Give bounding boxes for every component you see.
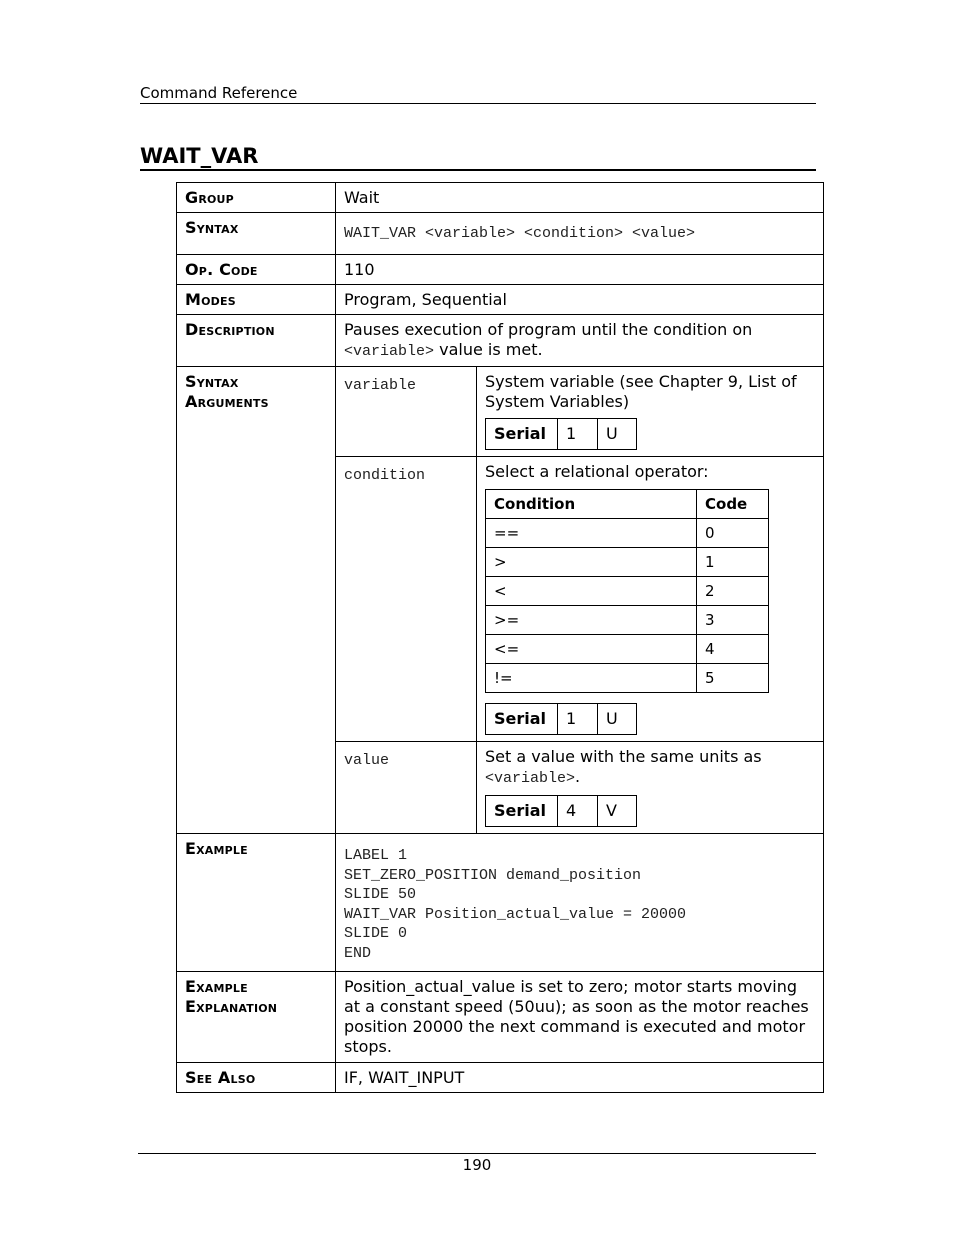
modes-value: Program, Sequential: [336, 285, 824, 315]
condition-cell: >: [486, 548, 697, 577]
syntax-value: WAIT_VAR <variable> <condition> <value>: [344, 225, 696, 242]
serial-label: Serial: [486, 419, 558, 450]
group-value: Wait: [336, 183, 824, 213]
example-explanation-label-line1: Example: [185, 977, 248, 996]
code-line: SLIDE 50: [344, 886, 417, 903]
syntax-arguments-label-line1: Syntax: [185, 372, 239, 391]
table-row: [486, 664, 769, 693]
serial-type: U: [598, 419, 637, 450]
table-row: [486, 519, 769, 548]
argument-description: Set a value with the same units as: [485, 747, 762, 766]
serial-type: V: [598, 796, 637, 827]
example-row: [177, 834, 824, 972]
example-explanation-value: Position_actual_value is set to zero; motor starts moving at a constant speed (50uu); as soon as the motor reaches position 20000 the next command is executed and motor stops.: [336, 972, 824, 1063]
description-row: [177, 315, 824, 367]
description-label: Description: [177, 315, 336, 367]
opcode-value: 110: [336, 255, 824, 285]
argument-description: System variable (see Chapter 9, List of System Variables): [485, 372, 797, 411]
condition-table: [485, 489, 769, 693]
example-label: Example: [177, 834, 336, 972]
group-label: Group: [177, 183, 336, 213]
page-number: 190: [462, 1156, 492, 1174]
running-head: Command Reference: [140, 84, 816, 104]
see-also-row: [177, 1063, 824, 1093]
argument-row-variable: [177, 367, 824, 457]
serial-label: Serial: [486, 704, 558, 735]
table-row: [486, 548, 769, 577]
condition-cell: <: [486, 577, 697, 606]
example-explanation-label-line2: Explanation: [185, 997, 278, 1016]
description-text: Pauses execution of program until the condition on: [344, 320, 753, 339]
code-cell: 4: [697, 635, 769, 664]
example-explanation-row: [177, 972, 824, 1063]
condition-header: Condition: [486, 490, 697, 519]
argument-code-suffix: .: [575, 767, 581, 786]
footer-rule: [138, 1153, 816, 1154]
code-header: Code: [697, 490, 769, 519]
command-reference-table: [176, 182, 824, 1093]
code-line: LABEL 1: [344, 847, 408, 864]
table-row: [486, 635, 769, 664]
table-row: [486, 577, 769, 606]
description-value: [336, 315, 824, 367]
serial-type: U: [598, 704, 637, 735]
syntax-row: [177, 213, 824, 255]
see-also-value: IF, WAIT_INPUT: [336, 1063, 824, 1093]
code-line: SLIDE 0: [344, 925, 408, 942]
syntax-label: Syntax: [177, 213, 336, 255]
serial-size: 1: [558, 419, 598, 450]
code-line: WAIT_VAR Position_actual_value = 20000: [344, 905, 687, 923]
see-also-label: See Also: [177, 1063, 336, 1093]
serial-size: 1: [558, 704, 598, 735]
page-title: WAIT_VAR: [140, 143, 816, 171]
condition-cell: >=: [486, 606, 697, 635]
syntax-arguments-label: [177, 367, 336, 834]
code-line: SET_ZERO_POSITION demand_position: [344, 866, 642, 884]
group-row: [177, 183, 824, 213]
description-code: <variable>: [344, 343, 435, 360]
example-explanation-label: [177, 972, 336, 1063]
serial-table: [485, 795, 637, 827]
syntax-arguments-label-line2: Arguments: [185, 392, 269, 411]
example-code: [336, 834, 824, 972]
code-cell: 0: [697, 519, 769, 548]
opcode-label: Op. Code: [177, 255, 336, 285]
opcode-row: [177, 255, 824, 285]
argument-code: <variable>: [485, 770, 576, 787]
condition-cell: ==: [486, 519, 697, 548]
condition-cell: !=: [486, 664, 697, 693]
condition-cell: <=: [486, 635, 697, 664]
argument-name: condition: [344, 467, 426, 484]
code-cell: 3: [697, 606, 769, 635]
code-line: END: [344, 944, 372, 962]
modes-row: [177, 285, 824, 315]
serial-label: Serial: [486, 796, 558, 827]
serial-size: 4: [558, 796, 598, 827]
table-row: [486, 606, 769, 635]
argument-name: value: [344, 752, 390, 769]
description-text-end: value is met.: [434, 340, 543, 359]
serial-table: [485, 418, 637, 450]
code-cell: 2: [697, 577, 769, 606]
code-cell: 1: [697, 548, 769, 577]
modes-label: Modes: [177, 285, 336, 315]
code-cell: 5: [697, 664, 769, 693]
argument-name: variable: [344, 377, 417, 394]
argument-description: Select a relational operator:: [485, 462, 709, 481]
serial-table: [485, 703, 637, 735]
